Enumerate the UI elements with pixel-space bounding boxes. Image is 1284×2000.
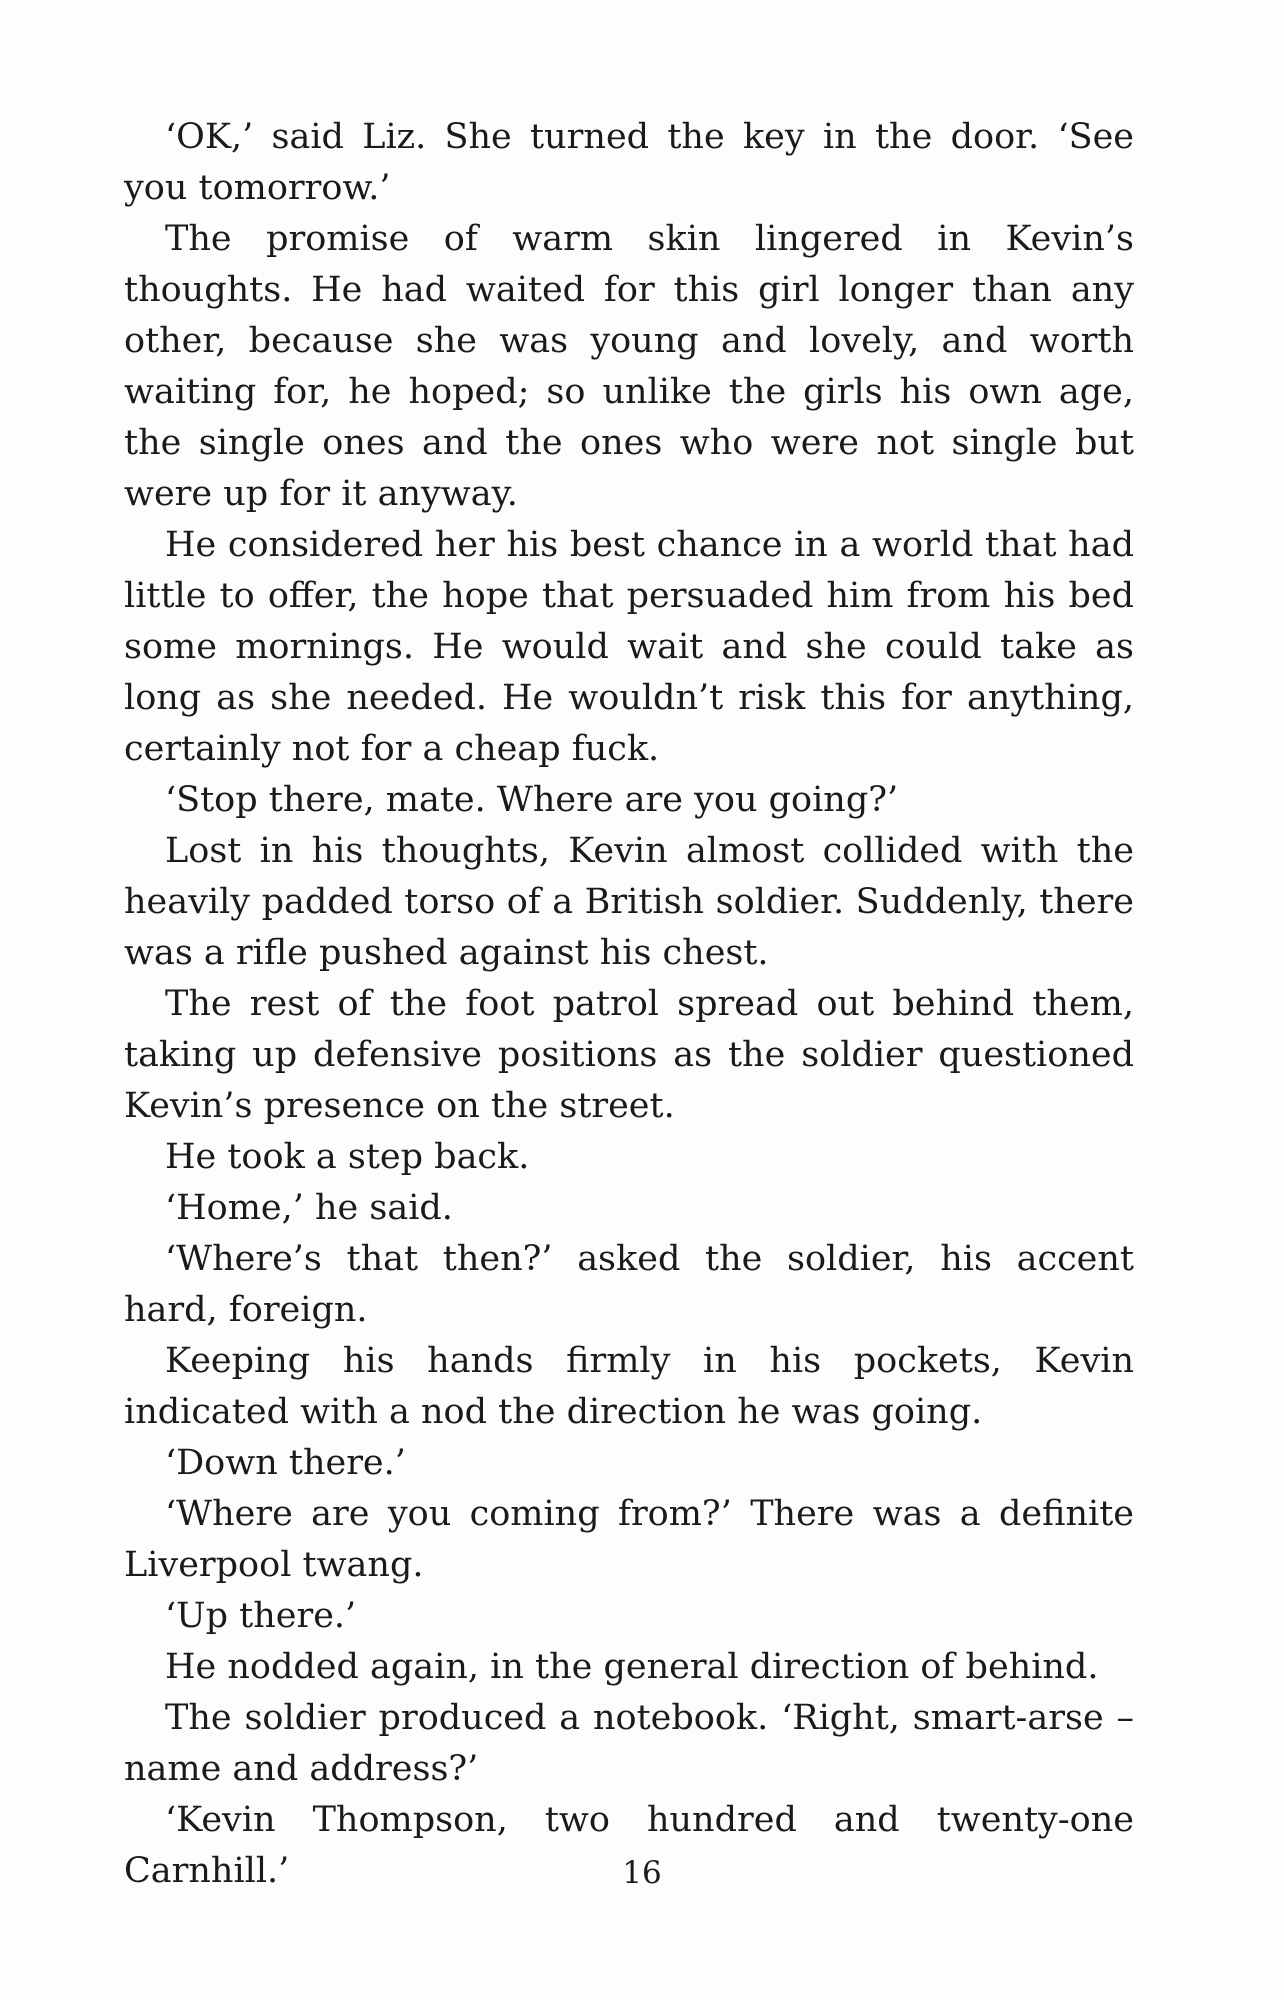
paragraph: The promise of warm skin lingered in Kevin’s thoughts. He had waited for this girl longer than any other, because she was young and lovely, and worth waiting for, he hoped; so unlike the girls his own age, the single ones and the ones who were not single but were up for it anyway. xyxy=(124,219,1134,514)
paragraph: The rest of the foot patrol spread out behind them, taking up defensive positions as the soldier questioned Kevin’s presence on the street. xyxy=(124,984,1134,1126)
page-number: 16 xyxy=(622,1855,662,1891)
paragraph: Keeping his hands firmly in his pockets, Kevin indicated with a nod the direction he was going. xyxy=(124,1341,1134,1432)
paragraph: He considered her his best chance in a world that had little to offer, the hope that persuaded him from his bed some mornings. He would wait and she could take as long as she needed. He wouldn’t risk this for anything, certainly not for a cheap fuck. xyxy=(124,525,1134,769)
paragraph: He nodded again, in the general direction of behind. xyxy=(165,1647,1099,1687)
paragraph: He took a step back. xyxy=(165,1137,530,1177)
paragraph: ‘OK,’ said Liz. She turned the key in the door. ‘See you tomorrow.’ xyxy=(124,117,1134,208)
paragraph: Lost in his thoughts, Kevin almost collided with the heavily padded torso of a British soldier. Suddenly, there was a rifle pushed against his chest. xyxy=(124,831,1134,973)
paragraph: ‘Home,’ he said. xyxy=(165,1188,453,1228)
paragraph: The soldier produced a notebook. ‘Right, smart-arse – name and address?’ xyxy=(124,1698,1134,1789)
paragraph: ‘Down there.’ xyxy=(165,1443,406,1483)
paragraph: ‘Where are you coming from?’ There was a definite Liverpool twang. xyxy=(124,1494,1134,1585)
paragraph: ‘Where’s that then?’ asked the soldier, his accent hard, foreign. xyxy=(124,1239,1134,1330)
paragraph: ‘Up there.’ xyxy=(165,1596,357,1636)
paragraph: ‘Kevin Thompson, two hundred and twenty-one Carnhill.’ xyxy=(124,1800,1134,1891)
paragraph: ‘Stop there, mate. Where are you going?’ xyxy=(165,780,899,820)
body-text xyxy=(124,112,1134,1897)
